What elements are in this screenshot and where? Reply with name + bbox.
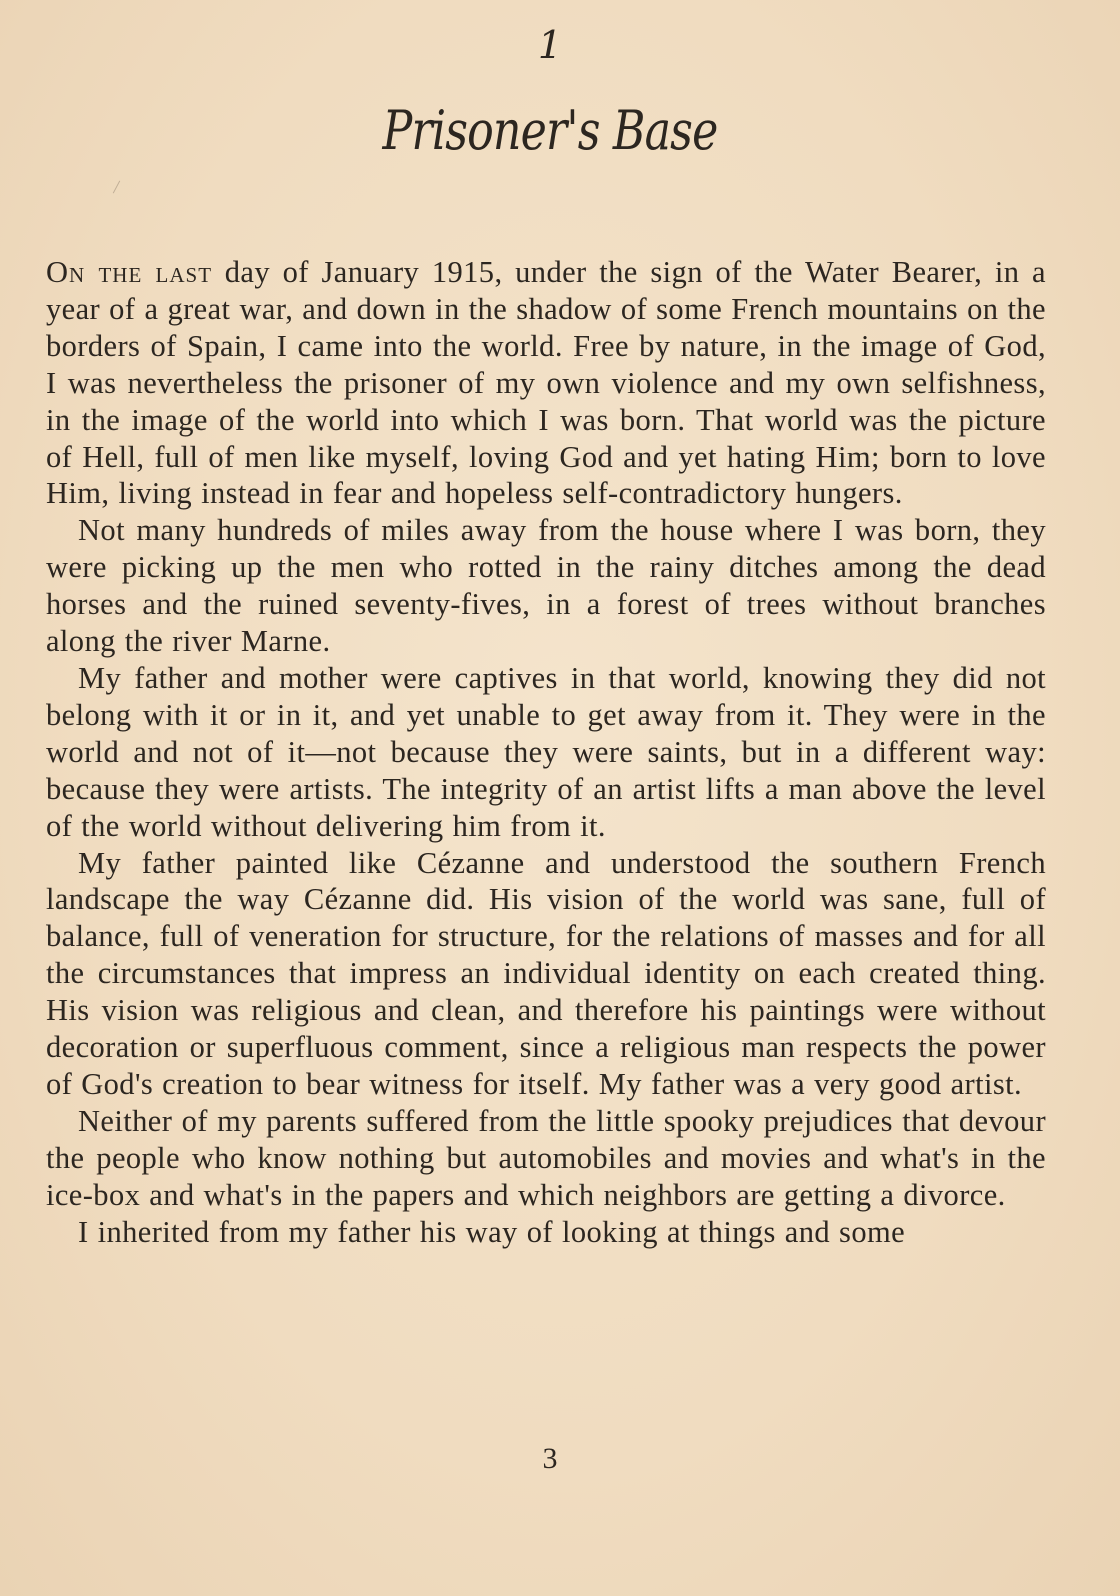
paragraph-4: My father painted like Cézanne and understood the southern French landscape the way Cézanne did. His vision of the world was sane, full of balance, full of veneration for structure, for the relations of masses and for all the circumstances that impress an individual identity on each created thing. His vision was religious and clean, and therefore his paintings were without decoration or superfluous comment, since a religious man respects the power of God's creation to bear witness for itself. My father was a very good artist. [46,845,1046,1101]
chapter-title: Prisoner's Base [382,99,718,162]
chapter-number: 1 [537,23,563,67]
paragraph-6: I inherited from my father his way of looking at things and some [78,1214,906,1249]
paragraph-2: Not many hundreds of miles away from the house where I was born, they were picking up the men who rotted in the rainy ditches among the dead horses and the ruined seventy-fives, in a forest of trees without branches along the river Marne. [46,513,1046,659]
paragraph-1 [46,254,1046,512]
paragraph-1-text: day of January 1915, under the sign of the Water Bearer, in a year of a great war, and down in the shadow of some French mountains on the borders of Spain, I came into the world. Free by nature, in the image of God, I was nevertheless the prisoner of my own violence and my own selfishness, in the image of the world into which I was born. That world was the picture of Hell, full of men like myself, loving God and yet hating Him; born to love Him, living instead in fear and hopeless self-contradictory hungers. [46,255,1046,511]
chapter-body [46,254,1046,1250]
page-number: 3 [542,1442,558,1475]
paragraph-3: My father and mother were captives in that world, knowing they did not belong with it or in it, and yet unable to get away from it. They were in the world and not of it—not because they were saints, but in a different way: because they were artists. The integrity of an artist lifts a man above the level of the world without delivering him from it. [46,660,1046,843]
stray-mark [113,181,120,194]
opening-small-caps: On the last [46,255,213,289]
paragraph-5: Neither of my parents suffered from the little spooky prejudices that devour the people who know nothing but automobiles and movies and what's in the ice-box and what's in the papers and which neighbors are getting a divorce. [46,1103,1046,1212]
